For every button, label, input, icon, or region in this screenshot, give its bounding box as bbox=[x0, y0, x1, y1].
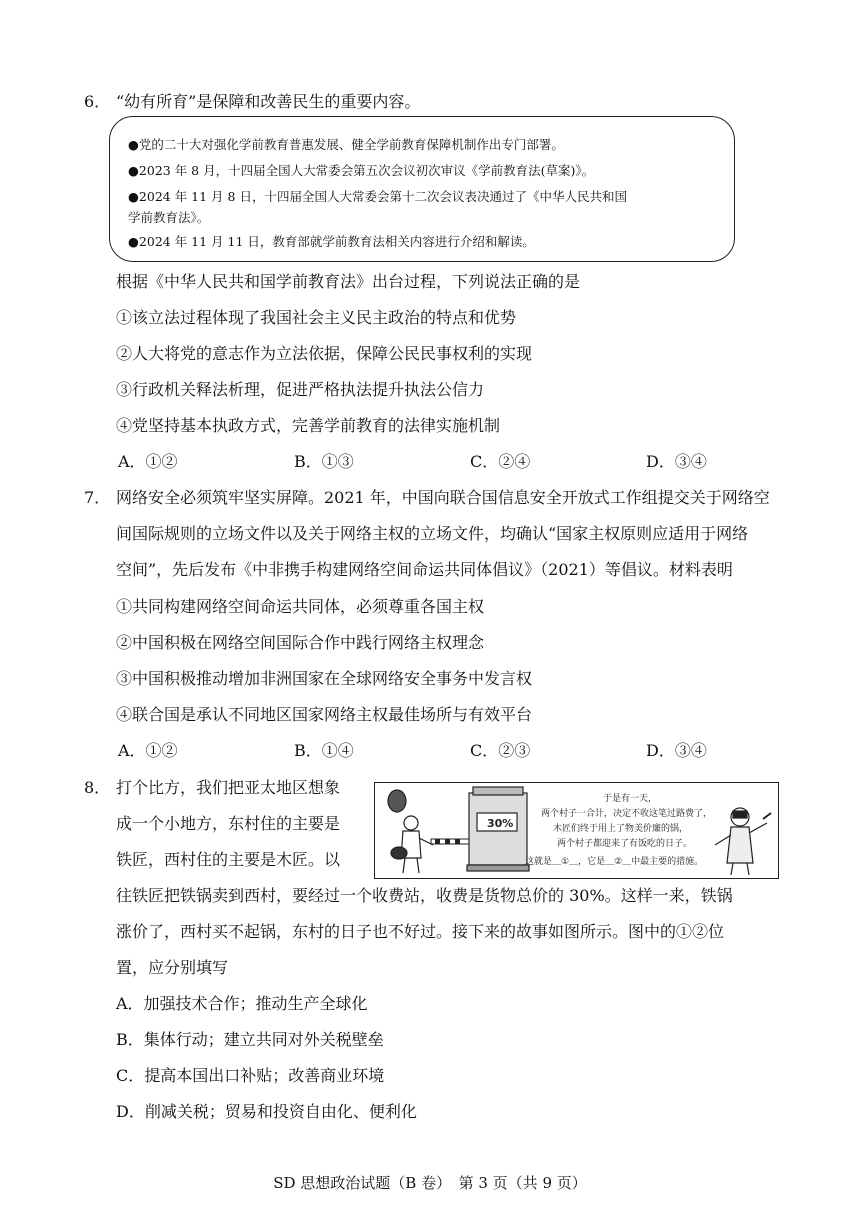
q7-option-c: C．②③ bbox=[470, 741, 531, 760]
carpenter-figure bbox=[715, 808, 771, 875]
q8-option-a: A．加强技术合作；推动生产全球化 bbox=[116, 994, 368, 1013]
q8-short-line-2: 成一个小地方，东村住的主要是 bbox=[116, 814, 341, 833]
q7-option-b: B．①④ bbox=[294, 741, 354, 760]
cartoon-text-4: 两个村子都迎来了有饭吃的日子。 bbox=[557, 839, 693, 849]
q8-short-line-1: 打个比方，我们把亚太地区想象 bbox=[116, 778, 341, 797]
q6-item-3: ③行政机关释法析理，促进严格执法提升执法公信力 bbox=[116, 380, 485, 399]
q7-item-3: ③中国积极推动增加非洲国家在全球网络安全事务中发言权 bbox=[116, 669, 533, 688]
cartoon-text-3: 木匠们终于用上了物美价廉的锅， bbox=[553, 824, 689, 834]
q6-item-4: ④党坚持基本执政方式，完善学前教育的法律实施机制 bbox=[116, 416, 501, 435]
q6-option-d: D．③④ bbox=[646, 452, 707, 471]
q8-full-line-1: 往铁匠把铁锅卖到西村，要经过一个收费站，收费是货物总价的 30%。这样一来，铁锅 bbox=[116, 886, 733, 905]
q8-option-c: C．提高本国出口补贴；改善商业环境 bbox=[116, 1066, 385, 1085]
q6-stem: “幼有所育”是保障和改善民生的重要内容。 bbox=[116, 92, 421, 111]
q8-full-line-2: 涨价了，西村买不起锅，东村的日子也不好过。接下来的故事如图所示。图中的①②位 bbox=[116, 922, 725, 941]
barrier-stripes bbox=[435, 839, 460, 844]
q6-box-line-1: ●党的二十大对强化学前教育普惠发展、健全学前教育保障机制作出专门部署。 bbox=[128, 137, 564, 152]
q8-short-line-3: 铁匠，西村住的主要是木匠。以 bbox=[116, 850, 341, 869]
q8-cartoon bbox=[374, 782, 779, 879]
q6-material-box bbox=[109, 116, 735, 262]
q7-line-2: 间国际规则的立场文件以及关于网络主权的立场文件，均确认“国家主权原则应适用于网络 bbox=[116, 524, 749, 543]
q6-item-2: ②人大将党的意志作为立法依据，保障公民民事权利的实现 bbox=[116, 344, 533, 363]
cartoon-text-1: 于是有一天， bbox=[603, 794, 658, 804]
q7-item-1: ①共同构建网络空间命运共同体，必须尊重各国主权 bbox=[116, 597, 485, 616]
cartoon-text-5: 这就是＿①＿，它是＿②＿中最主要的措施。 bbox=[525, 857, 704, 867]
q6-question: 根据《中华人民共和国学前教育法》出台过程，下列说法正确的是 bbox=[116, 272, 581, 291]
q8-option-d: D．削减关税；贸易和投资自由化、便利化 bbox=[116, 1102, 417, 1121]
toll-rate-label: 30% bbox=[487, 817, 514, 830]
q6-number: 6． bbox=[84, 92, 111, 111]
page-footer: SD 思想政治试题（B 卷） 第 3 页（共 9 页） bbox=[273, 1174, 587, 1192]
q7-number: 7． bbox=[84, 488, 111, 507]
q7-option-d: D．③④ bbox=[646, 741, 707, 760]
q7-item-4: ④联合国是承认不同地区国家网络主权最佳场所与有效平台 bbox=[116, 705, 533, 724]
q6-box-line-3: ●2024 年 11 月 8 日，十四届全国人大常委会第十二次会议表决通过了《中华人民共和国 bbox=[128, 189, 627, 204]
q7-item-2: ②中国积极在网络空间国际合作中践行网络主权理念 bbox=[116, 633, 485, 652]
q6-box-line-2: ●2023 年 8 月，十四届全国人大常委会第五次会议初次审议《学前教育法(草案)》。 bbox=[128, 163, 595, 178]
blacksmith-figure bbox=[388, 790, 433, 873]
q7-line-3: 空间”，先后发布《中非携手构建网络空间命运共同体倡议》（2021）等倡议。材料表明 bbox=[116, 560, 733, 579]
q7-line-1: 网络安全必须筑牢坚实屏障。2021 年，中国向联合国信息安全开放式工作组提交关于网络空 bbox=[116, 488, 770, 507]
q6-option-a: A．①② bbox=[118, 452, 178, 471]
cartoon-text-2: 两个村子一合计，决定不收这笔过路费了， bbox=[541, 809, 713, 819]
q6-option-c: C．②④ bbox=[470, 452, 531, 471]
q8-option-b: B．集体行动；建立共同对外关税壁垒 bbox=[116, 1030, 384, 1049]
q6-box-line-5: ●2024 年 11 月 11 日，教育部就学前教育法相关内容进行介绍和解读。 bbox=[128, 234, 535, 249]
q8-number: 8． bbox=[84, 778, 111, 797]
q8-full-line-3: 置，应分别填写 bbox=[116, 958, 229, 977]
q7-option-a: A．①② bbox=[118, 741, 178, 760]
q6-option-b: B．①③ bbox=[294, 452, 354, 471]
q6-item-1: ①该立法过程体现了我国社会主义民主政治的特点和优势 bbox=[116, 308, 517, 327]
q6-box-line-4: 学前教育法》。 bbox=[128, 210, 210, 225]
